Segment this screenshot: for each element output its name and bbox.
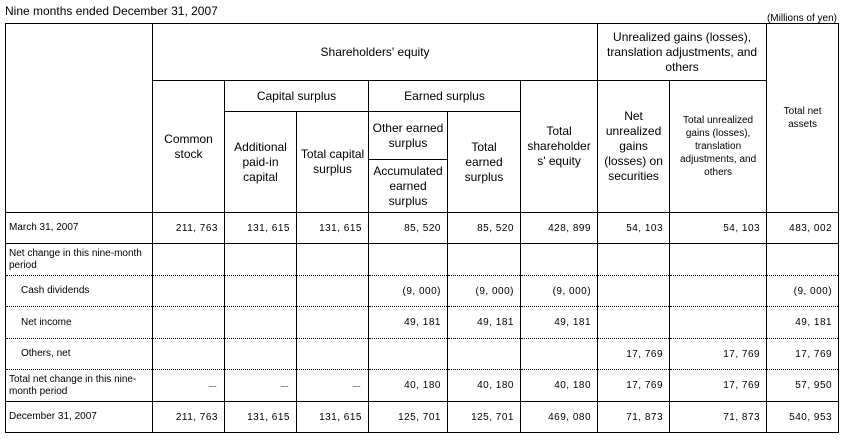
cell-total-earned-surplus: (9, 000) (448, 276, 521, 307)
header-total-shareholders-equity: Total shareholder s' equity (521, 81, 598, 213)
equity-statement-table (5, 23, 839, 433)
header-earned-surplus: Earned surplus (369, 81, 521, 112)
table-row (6, 402, 839, 433)
cell-net-unrealized (598, 244, 670, 276)
cell-accumulated-earned-surplus (369, 339, 448, 370)
cell-total-capital-surplus (297, 276, 369, 307)
cell-total-earned-surplus: 85, 520 (448, 213, 521, 244)
cell-total-earned-surplus: 125, 701 (448, 402, 521, 433)
cell-total-capital-surplus (297, 244, 369, 276)
cell-total-net-assets: (9, 000) (767, 276, 839, 307)
cell-total-unrealized (670, 276, 767, 307)
cell-net-unrealized (598, 276, 670, 307)
cell-total-shareholders-equity: 428, 899 (521, 213, 598, 244)
table-row (6, 276, 839, 307)
cell-accumulated-earned-surplus: 125, 701 (369, 402, 448, 433)
cell-total-net-assets: 483, 002 (767, 213, 839, 244)
header-unrealized-group: Unrealized gains (losses), translation adjustments, and others (598, 24, 767, 81)
cell-total-unrealized (670, 244, 767, 276)
cell-total-shareholders-equity: (9, 000) (521, 276, 598, 307)
header-shareholders-equity: Shareholders' equity (153, 24, 598, 81)
cell-net-unrealized: 71, 873 (598, 402, 670, 433)
header-total-capital-surplus: Total capital surplus (297, 112, 369, 213)
cell-common-stock: 211, 763 (153, 213, 225, 244)
header-total-unrealized: Total unrealized gains (losses), translation adjustments, and others (670, 81, 767, 213)
cell-accumulated-earned-surplus: (9, 000) (369, 276, 448, 307)
table-row (6, 213, 839, 244)
header-other-earned-surplus: Other earned surplus (369, 112, 448, 160)
table-row (6, 244, 839, 276)
statement-title: Nine months ended December 31, 2007 (5, 4, 218, 18)
row-label: Total net change in this nine-month period (6, 370, 153, 402)
header-additional-paid-in: Additional paid-in capital (225, 112, 297, 213)
cell-net-unrealized: 17, 769 (598, 370, 670, 402)
cell-total-shareholders-equity (521, 244, 598, 276)
row-label: Cash dividends (6, 276, 153, 307)
cell-total-net-assets (767, 244, 839, 276)
cell-total-shareholders-equity: 40, 180 (521, 370, 598, 402)
cell-additional-paid-in (225, 307, 297, 339)
cell-common-stock (153, 339, 225, 370)
header-net-unrealized: Net unrealized gains (losses) on securities (598, 81, 670, 213)
cell-total-earned-surplus (448, 244, 521, 276)
cell-common-stock: 211, 763 (153, 402, 225, 433)
table-row (6, 339, 839, 370)
cell-accumulated-earned-surplus: 85, 520 (369, 213, 448, 244)
row-label: Others, net (6, 339, 153, 370)
cell-total-shareholders-equity (521, 339, 598, 370)
row-label: Net change in this nine-month period (6, 244, 153, 276)
cell-accumulated-earned-surplus (369, 244, 448, 276)
table-row (6, 307, 839, 339)
cell-additional-paid-in: 131, 615 (225, 402, 297, 433)
header-capital-surplus: Capital surplus (225, 81, 369, 112)
cell-additional-paid-in (225, 276, 297, 307)
row-label: December 31, 2007 (6, 402, 153, 433)
cell-common-stock: － (153, 370, 225, 402)
cell-total-capital-surplus: 131, 615 (297, 402, 369, 433)
header-total-net-assets: Total net assets (767, 24, 839, 213)
cell-additional-paid-in (225, 339, 297, 370)
cell-common-stock (153, 276, 225, 307)
cell-additional-paid-in: 131, 615 (225, 213, 297, 244)
cell-total-shareholders-equity: 469, 080 (521, 402, 598, 433)
cell-total-earned-surplus: 40, 180 (448, 370, 521, 402)
cell-total-net-assets: 49, 181 (767, 307, 839, 339)
cell-common-stock (153, 307, 225, 339)
cell-total-capital-surplus (297, 307, 369, 339)
header-common-stock: Common stock (153, 81, 225, 213)
header-total-earned-surplus: Total earned surplus (448, 112, 521, 213)
cell-total-net-assets: 57, 950 (767, 370, 839, 402)
cell-total-unrealized: 17, 769 (670, 370, 767, 402)
cell-total-earned-surplus (448, 339, 521, 370)
cell-total-unrealized: 71, 873 (670, 402, 767, 433)
row-label: Net income (6, 307, 153, 339)
cell-total-net-assets: 540, 953 (767, 402, 839, 433)
header-accumulated-earned-surplus: Accumulated earned surplus (369, 160, 448, 213)
cell-additional-paid-in: － (225, 370, 297, 402)
cell-net-unrealized: 54, 103 (598, 213, 670, 244)
cell-net-unrealized (598, 307, 670, 339)
cell-accumulated-earned-surplus: 40, 180 (369, 370, 448, 402)
cell-total-unrealized: 54, 103 (670, 213, 767, 244)
cell-total-capital-surplus: － (297, 370, 369, 402)
cell-total-unrealized (670, 307, 767, 339)
cell-total-earned-surplus: 49, 181 (448, 307, 521, 339)
row-label: March 31, 2007 (6, 213, 153, 244)
cell-total-shareholders-equity: 49, 181 (521, 307, 598, 339)
cell-additional-paid-in (225, 244, 297, 276)
cell-total-unrealized: 17, 769 (670, 339, 767, 370)
table-row (6, 370, 839, 402)
cell-total-capital-surplus: 131, 615 (297, 213, 369, 244)
cell-total-capital-surplus (297, 339, 369, 370)
cell-net-unrealized: 17, 769 (598, 339, 670, 370)
cell-accumulated-earned-surplus: 49, 181 (369, 307, 448, 339)
cell-total-net-assets: 17, 769 (767, 339, 839, 370)
cell-common-stock (153, 244, 225, 276)
unit-label: (Millions of yen) (766, 13, 837, 24)
header-blank (6, 24, 153, 213)
